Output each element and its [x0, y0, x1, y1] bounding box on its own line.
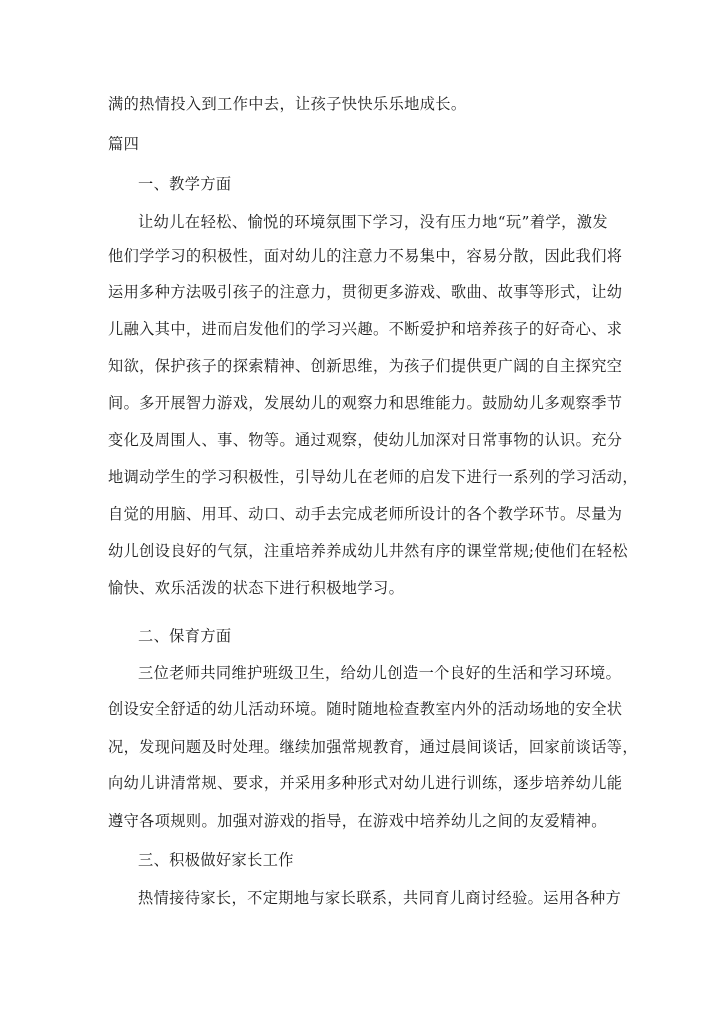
- paragraph-line: 他们学学习的积极性，面对幼儿的注意力不易集中，容易分散，因此我们将: [108, 247, 623, 265]
- paragraph-line: 变化及周围人、事、物等。通过观察，使幼儿加深对日常事物的认识。充分: [108, 431, 623, 449]
- paragraph-line: 幼儿创设良好的气氛，注重培养养成幼儿井然有序的课堂常规;使他们在轻松: [108, 542, 628, 560]
- paragraph-line: 让幼儿在轻松、愉悦的环境氛围下学习，没有压力地“玩”着学，激发: [138, 213, 608, 231]
- paragraph-line: 间。多开展智力游戏，发展幼儿的观察力和思维能力。鼓励幼儿多观察季节: [108, 394, 623, 412]
- paragraph-line: 热情接待家长，不定期地与家长联系，共同育儿商讨经验。运用各种方: [138, 889, 622, 907]
- paragraph-line: 运用多种方法吸引孩子的注意力，贯彻更多游戏、歌曲、故事等形式，让幼: [108, 283, 623, 301]
- paragraph-line: 满的热情投入到工作中去，让孩子快快乐乐地成长。: [108, 95, 467, 113]
- paragraph-line: 自觉的用脑、用耳、动口、动手去完成老师所设计的各个教学环节。尽量为: [108, 505, 623, 523]
- paragraph-line: 遵守各项规则。加强对游戏的指导，在游戏中培养幼儿之间的友爱精神。: [108, 812, 607, 830]
- subsection-heading: 三、积极做好家长工作: [138, 851, 294, 869]
- paragraph-line: 创设安全舒适的幼儿活动环境。随时随地检查教室内外的活动场地的安全状: [108, 700, 623, 718]
- section-heading: 篇四: [108, 135, 140, 153]
- paragraph-line: 知欲，保护孩子的探索精神、创新思维，为孩子们提供更广阔的自主探究空: [108, 357, 623, 375]
- paragraph-line: 向幼儿讲清常规、要求，并采用多种形式对幼儿进行训练，逐步培养幼儿能: [108, 774, 623, 792]
- paragraph-line: 地调动学生的学习积极性，引导幼儿在老师的启发下进行一系列的学习活动，: [108, 468, 638, 486]
- paragraph-line: 三位老师共同维护班级卫生，给幼儿创造一个良好的生活和学习环境。: [138, 664, 622, 682]
- paragraph-line: 况，发现问题及时处理。继续加强常规教育，通过晨间谈话，回家前谈话等，: [108, 738, 638, 756]
- paragraph-line: 儿融入其中，进而启发他们的学习兴趣。不断爱护和培养孩子的好奇心、求: [108, 320, 623, 338]
- subsection-heading: 二、保育方面: [138, 627, 232, 645]
- paragraph-line: 愉快、欢乐活泼的状态下进行积极地学习。: [108, 579, 405, 597]
- subsection-heading: 一、教学方面: [138, 175, 232, 193]
